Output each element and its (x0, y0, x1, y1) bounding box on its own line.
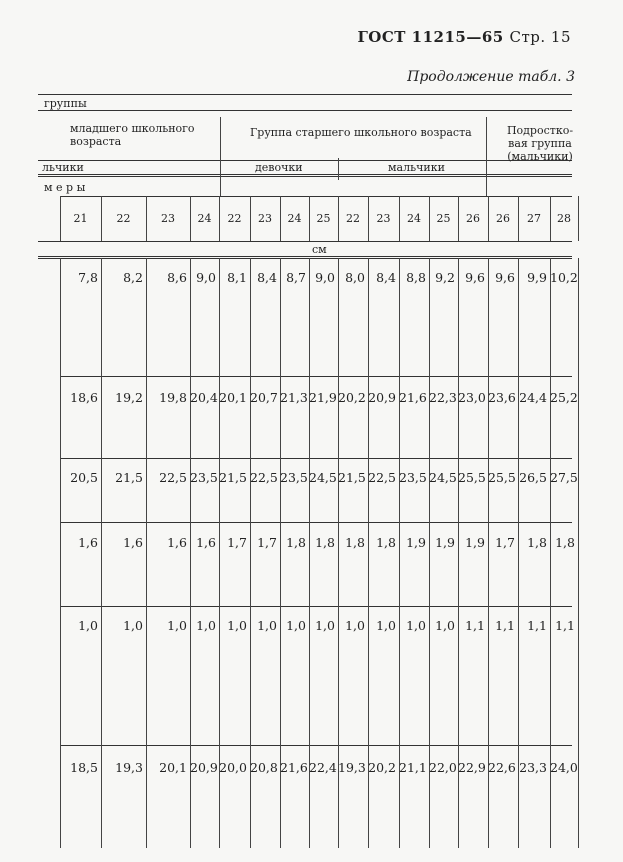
girls-label: девочки (255, 161, 303, 174)
senior-age-label: Группа старшего школьного возраста (250, 126, 472, 139)
table-cell: 26,5 (519, 470, 547, 485)
table-cell: 24,4 (519, 390, 547, 405)
junior-age-label: младшего школьного возраста (70, 122, 195, 148)
table-cell: 1,8 (376, 535, 396, 550)
table-cell: 27,5 (550, 470, 578, 485)
table-cell: 1,6 (123, 535, 143, 550)
table-cell: 9,2 (435, 270, 455, 285)
table-cell: 20,2 (338, 390, 366, 405)
rule-measures (60, 196, 572, 197)
table-cell: 9,0 (196, 270, 216, 285)
table-cell: 7,8 (78, 270, 98, 285)
size-column-line (578, 196, 579, 241)
table-cell: 23,6 (488, 390, 516, 405)
size-header: 22 (227, 212, 242, 225)
table-cell: 19,3 (338, 760, 366, 775)
boys-label: мальчики (388, 161, 445, 174)
table-cell: 9,6 (465, 270, 485, 285)
table-cell: 20,1 (159, 760, 187, 775)
table-cell: 20,5 (70, 470, 98, 485)
size-header: 26 (466, 212, 480, 225)
rule-sizes (38, 241, 572, 242)
rule-row-4 (60, 606, 572, 607)
table-cell: 9,0 (315, 270, 335, 285)
table-cell: 25,2 (550, 390, 578, 405)
table-cell: 1,0 (315, 618, 335, 633)
size-header: 21 (73, 212, 88, 225)
table-cell: 1,7 (257, 535, 277, 550)
table-cell: 8,2 (123, 270, 143, 285)
table-cell: 21,1 (399, 760, 427, 775)
table-cell: 20,9 (368, 390, 396, 405)
divider-senior-teen (486, 117, 487, 196)
table-cell: 21,6 (399, 390, 427, 405)
table-cell: 23,0 (458, 390, 486, 405)
page-header (357, 28, 571, 46)
table-cell: 19,3 (115, 760, 143, 775)
table-cell: 19,2 (115, 390, 143, 405)
size-header: 22 (346, 212, 360, 225)
table-cell: 24,5 (309, 470, 337, 485)
table-cell: 18,5 (70, 760, 98, 775)
table-cell: 1,9 (465, 535, 485, 550)
body-column-line (578, 258, 579, 848)
table-cell: 8,6 (167, 270, 187, 285)
table-cell: 21,3 (280, 390, 308, 405)
table-cell: 1,0 (435, 618, 455, 633)
table-cell: 24,0 (550, 760, 578, 775)
size-header: 25 (316, 212, 331, 225)
table-cell: 1,6 (167, 535, 187, 550)
rule-unit (38, 256, 572, 257)
rule-unit-double (38, 258, 572, 259)
table-cell: 19,8 (159, 390, 187, 405)
table-cell: 22,5 (250, 470, 278, 485)
table-cell: 21,9 (309, 390, 337, 405)
table-cell: 24,5 (429, 470, 457, 485)
table-cell: 8,7 (286, 270, 306, 285)
size-header: 23 (376, 212, 391, 225)
table-cell: 1,0 (196, 618, 216, 633)
rule-groups (38, 110, 572, 111)
table-cell: 1,8 (555, 535, 575, 550)
table-cell: 1,0 (376, 618, 396, 633)
teen-group-label: Подростко-вая группа (мальчики) (506, 124, 574, 163)
table-cell: 1,1 (465, 618, 485, 633)
size-header: 23 (161, 212, 175, 225)
table-cell: 1,7 (227, 535, 247, 550)
table-cell: 1,8 (315, 535, 335, 550)
table-cell: 25,5 (458, 470, 486, 485)
table-cell: 1,6 (78, 535, 98, 550)
table-cell: 22,5 (159, 470, 187, 485)
table-cell: 8,0 (345, 270, 365, 285)
table-cell: 20,1 (219, 390, 247, 405)
divider-girls-boys (338, 158, 339, 180)
table-cell: 1,0 (406, 618, 426, 633)
table-cell: 1,0 (345, 618, 365, 633)
table-cell: 8,4 (376, 270, 396, 285)
table-cell: 23,5 (399, 470, 427, 485)
table-cell: 1,0 (123, 618, 143, 633)
boys-partial-label: льчики (42, 161, 84, 174)
table-cell: 1,1 (495, 618, 515, 633)
table-cell: 10,2 (550, 270, 578, 285)
table-cell: 8,8 (406, 270, 426, 285)
table-cell: 20,0 (219, 760, 247, 775)
size-header: 27 (527, 212, 541, 225)
table-cell: 1,9 (406, 535, 426, 550)
table-cell: 18,6 (70, 390, 98, 405)
table-cell: 8,1 (227, 270, 247, 285)
size-header: 22 (116, 212, 131, 225)
table-cell: 20,2 (368, 760, 396, 775)
table-cell: 20,8 (250, 760, 278, 775)
table-cell: 23,3 (519, 760, 547, 775)
table-cell: 9,9 (527, 270, 547, 285)
rule-top (38, 94, 572, 95)
rule-sex (38, 174, 572, 175)
rule-row-3 (60, 522, 572, 523)
table-cell: 21,5 (115, 470, 143, 485)
size-header: 25 (436, 212, 451, 225)
rule-row-1 (60, 376, 572, 377)
size-header: 24 (407, 212, 421, 225)
groups-label: группы (44, 97, 87, 110)
table-cell: 1,0 (227, 618, 247, 633)
table-cell: 1,9 (435, 535, 455, 550)
table-cell: 1,8 (527, 535, 547, 550)
rule-row-2 (60, 458, 572, 459)
table-cell: 1,8 (286, 535, 306, 550)
unit-label: см (312, 243, 327, 256)
size-header: 24 (287, 212, 302, 225)
standard-title: ГОСТ 11215—65 (357, 28, 504, 46)
table-cell: 21,5 (219, 470, 247, 485)
table-cell: 1,1 (527, 618, 547, 633)
size-header: 26 (496, 212, 510, 225)
table-cell: 8,4 (257, 270, 277, 285)
table-cell: 20,4 (190, 390, 218, 405)
table-cell: 1,0 (257, 618, 277, 633)
size-header: 28 (557, 212, 571, 225)
table-cell: 22,6 (488, 760, 516, 775)
page-number: Стр. 15 (509, 28, 571, 46)
table-cell: 22,0 (429, 760, 457, 775)
table-cell: 23,5 (280, 470, 308, 485)
table-cell: 21,5 (338, 470, 366, 485)
table-continuation: Продолжение табл. 3 (407, 69, 575, 85)
table-cell: 25,5 (488, 470, 516, 485)
table-cell: 20,9 (190, 760, 218, 775)
table-cell: 1,1 (555, 618, 575, 633)
rule-sex-double (38, 176, 572, 177)
table-cell: 1,6 (196, 535, 216, 550)
table-cell: 22,4 (309, 760, 337, 775)
rule-row-5 (60, 745, 572, 746)
table-cell: 21,6 (280, 760, 308, 775)
table-cell: 22,9 (458, 760, 486, 775)
size-header: 24 (197, 212, 212, 225)
table-cell: 1,7 (495, 535, 515, 550)
table-cell: 1,0 (286, 618, 306, 633)
table-cell: 1,0 (78, 618, 98, 633)
rule-age (38, 160, 572, 161)
table-cell: 1,8 (345, 535, 365, 550)
measures-label: м е р ы (44, 181, 86, 194)
table-cell: 23,5 (190, 470, 218, 485)
table-cell: 22,5 (368, 470, 396, 485)
table-cell: 22,3 (429, 390, 457, 405)
divider-junior-senior (220, 117, 221, 196)
table-cell: 9,6 (495, 270, 515, 285)
size-header: 23 (258, 212, 272, 225)
table-cell: 20,7 (250, 390, 278, 405)
table-cell: 1,0 (167, 618, 187, 633)
